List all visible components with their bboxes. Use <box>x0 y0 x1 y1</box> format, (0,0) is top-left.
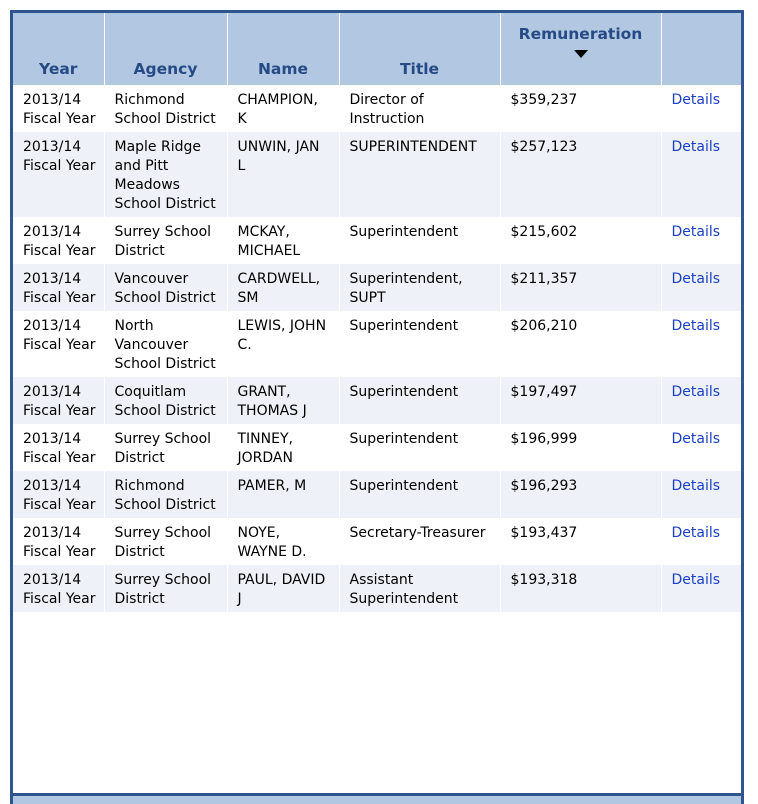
cell-year: 2013/14 Fiscal Year <box>13 264 104 311</box>
details-link[interactable]: Details <box>671 318 721 334</box>
table-row <box>13 424 741 471</box>
details-link[interactable]: Details <box>671 224 721 240</box>
cell-year: 2013/14 Fiscal Year <box>13 311 104 377</box>
cell-title: Superintendent <box>339 311 500 377</box>
remuneration-table-panel <box>10 10 744 804</box>
cell-details <box>661 264 741 311</box>
cell-year: 2013/14 Fiscal Year <box>13 377 104 424</box>
cell-year: 2013/14 Fiscal Year <box>13 132 104 217</box>
cell-title: Secretary-Treasurer <box>339 518 500 565</box>
details-link[interactable]: Details <box>671 92 721 108</box>
cell-name: PAMER, M <box>227 471 339 518</box>
table-row <box>13 132 741 217</box>
details-link[interactable]: Details <box>671 478 721 494</box>
cell-name: GRANT, THOMAS J <box>227 377 339 424</box>
cell-name: LEWIS, JOHN C. <box>227 311 339 377</box>
details-link[interactable]: Details <box>671 431 721 447</box>
details-link[interactable]: Details <box>671 139 721 155</box>
sort-down-arrow-icon[interactable] <box>574 50 588 58</box>
table-row <box>13 85 741 132</box>
cell-details <box>661 377 741 424</box>
cell-name: NOYE, WAYNE D. <box>227 518 339 565</box>
cell-remuneration: $193,318 <box>500 565 661 612</box>
cell-agency: North Vancouver School District <box>104 311 227 377</box>
table-body <box>13 85 741 612</box>
cell-remuneration: $196,293 <box>500 471 661 518</box>
table-row <box>13 565 741 612</box>
cell-agency: Vancouver School District <box>104 264 227 311</box>
column-header-title-label: Title <box>399 60 440 78</box>
cell-remuneration: $196,999 <box>500 424 661 471</box>
cell-title: Superintendent, SUPT <box>339 264 500 311</box>
table-footer-bar <box>13 793 741 804</box>
cell-name: UNWIN, JAN L <box>227 132 339 217</box>
cell-agency: Coquitlam School District <box>104 377 227 424</box>
header-row <box>13 13 741 85</box>
cell-agency: Maple Ridge and Pitt Meadows School District <box>104 132 227 217</box>
table-row <box>13 471 741 518</box>
column-header-title[interactable] <box>339 13 500 85</box>
cell-details <box>661 424 741 471</box>
details-link[interactable]: Details <box>671 271 721 287</box>
cell-title: Superintendent <box>339 424 500 471</box>
cell-name: CHAMPION, K <box>227 85 339 132</box>
column-header-remuneration[interactable] <box>500 13 661 85</box>
table-row <box>13 217 741 264</box>
column-header-remuneration-label: Remuneration <box>518 25 643 43</box>
cell-remuneration: $257,123 <box>500 132 661 217</box>
cell-title: Assistant Superintendent <box>339 565 500 612</box>
table-row <box>13 518 741 565</box>
cell-details <box>661 132 741 217</box>
cell-title: Superintendent <box>339 377 500 424</box>
cell-agency: Surrey School District <box>104 424 227 471</box>
cell-title: Director of Instruction <box>339 85 500 132</box>
cell-agency: Surrey School District <box>104 217 227 264</box>
column-header-agency-label: Agency <box>133 60 198 78</box>
column-header-details <box>661 13 741 85</box>
table-row <box>13 311 741 377</box>
cell-remuneration: $206,210 <box>500 311 661 377</box>
cell-year: 2013/14 Fiscal Year <box>13 565 104 612</box>
cell-agency: Surrey School District <box>104 518 227 565</box>
column-header-name[interactable] <box>227 13 339 85</box>
cell-details <box>661 565 741 612</box>
table-row <box>13 377 741 424</box>
cell-details <box>661 311 741 377</box>
cell-agency: Richmond School District <box>104 85 227 132</box>
cell-details <box>661 217 741 264</box>
cell-remuneration: $359,237 <box>500 85 661 132</box>
column-header-agency[interactable] <box>104 13 227 85</box>
cell-title: Superintendent <box>339 471 500 518</box>
cell-name: MCKAY, MICHAEL <box>227 217 339 264</box>
table-row <box>13 264 741 311</box>
cell-remuneration: $215,602 <box>500 217 661 264</box>
table-header <box>13 13 741 85</box>
cell-remuneration: $193,437 <box>500 518 661 565</box>
cell-details <box>661 471 741 518</box>
cell-title: Superintendent <box>339 217 500 264</box>
cell-year: 2013/14 Fiscal Year <box>13 518 104 565</box>
details-link[interactable]: Details <box>671 572 721 588</box>
cell-year: 2013/14 Fiscal Year <box>13 85 104 132</box>
cell-year: 2013/14 Fiscal Year <box>13 424 104 471</box>
cell-remuneration: $211,357 <box>500 264 661 311</box>
cell-year: 2013/14 Fiscal Year <box>13 471 104 518</box>
column-header-name-label: Name <box>257 60 309 78</box>
cell-details <box>661 518 741 565</box>
cell-agency: Surrey School District <box>104 565 227 612</box>
column-header-year[interactable] <box>13 13 104 85</box>
cell-name: PAUL, DAVID J <box>227 565 339 612</box>
details-link[interactable]: Details <box>671 525 721 541</box>
cell-name: CARDWELL, SM <box>227 264 339 311</box>
remuneration-table <box>13 13 741 612</box>
details-link[interactable]: Details <box>671 384 721 400</box>
cell-name: TINNEY, JORDAN <box>227 424 339 471</box>
cell-year: 2013/14 Fiscal Year <box>13 217 104 264</box>
cell-details <box>661 85 741 132</box>
cell-agency: Richmond School District <box>104 471 227 518</box>
cell-remuneration: $197,497 <box>500 377 661 424</box>
cell-title: SUPERINTENDENT <box>339 132 500 217</box>
column-header-year-label: Year <box>39 60 78 78</box>
